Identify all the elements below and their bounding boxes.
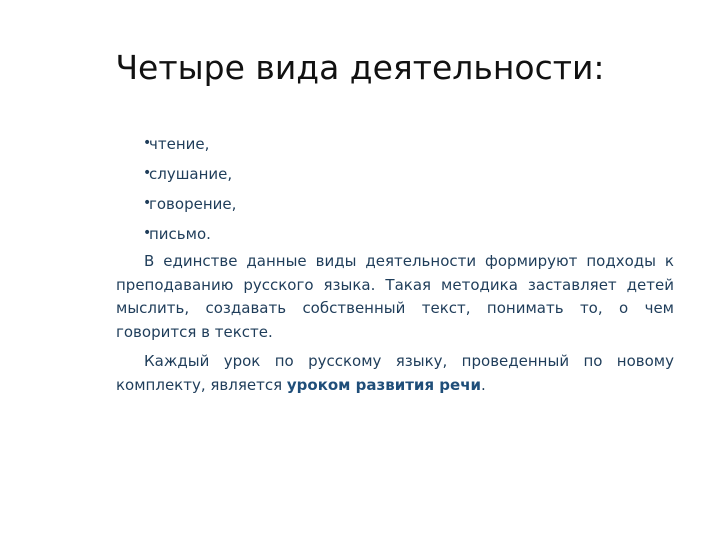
paragraph-tail-text: . [481,375,486,394]
list-item-label: чтение, [149,135,210,153]
bullet-icon: • [143,165,152,181]
body-paragraph-methodology: В единстве данные виды деятельности формируют подходы к преподаванию русского языка. Такая методика заставляет детей мыслить, создавать собственный текст, понимать то, о чем говорится в тексте. [116,252,674,341]
slide-title: Четыре вида деятельности: [115,48,605,87]
paragraph-lead-text: Каждый урок по русскому языку, проведенный по новому комплекту, является [116,352,674,394]
activity-list [143,135,236,255]
list-item-label: слушание, [149,165,233,183]
body-paragraph-lesson [116,350,674,397]
list-item [143,135,236,165]
bullet-icon: • [143,225,152,241]
list-item-label: говорение, [149,195,237,213]
bullet-icon: • [143,135,152,151]
emphasis-text: уроком развития речи [286,375,482,394]
bullet-icon: • [143,195,152,211]
list-item-label: письмо. [149,225,211,243]
list-item [143,165,236,195]
list-item [143,195,236,225]
